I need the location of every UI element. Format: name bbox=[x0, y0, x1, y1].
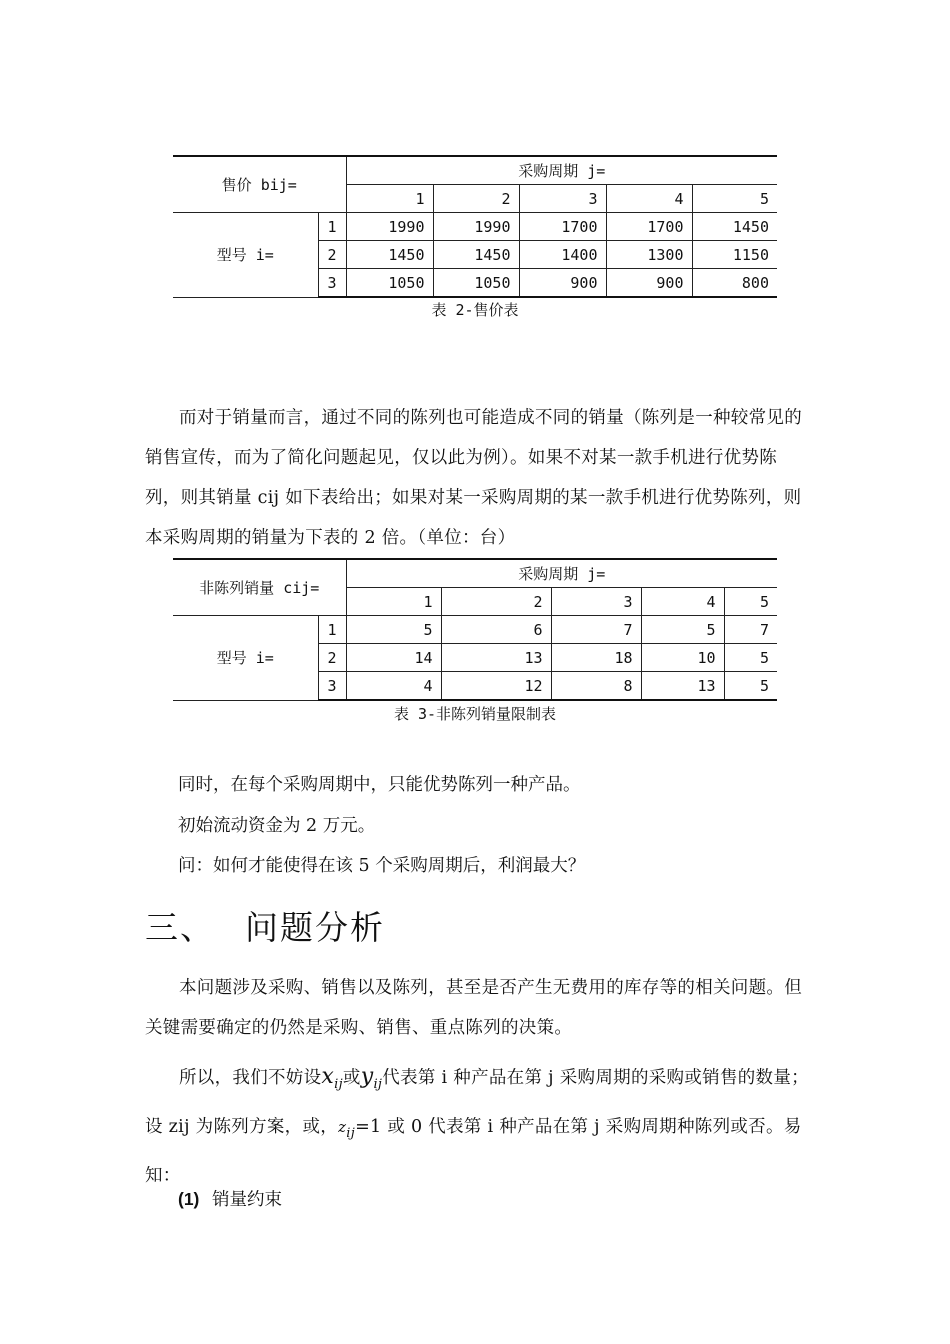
table-caption: 表 2-售价表 bbox=[431, 301, 519, 319]
paragraph-text: 本问题涉及采购、销售以及陈列，甚至是否产生无费用的库存等的相关问题。但关键需要确定的仍然是采购、销售、重点陈列的决策。 bbox=[145, 978, 802, 1038]
table-header-row bbox=[173, 156, 777, 185]
paragraph-text: 所以，我们不妨设 bbox=[179, 1068, 322, 1088]
table-cell: 900 bbox=[519, 269, 606, 298]
model-index: 2 bbox=[318, 644, 346, 672]
variable-subscript: ij bbox=[346, 1126, 356, 1141]
model-label: 型号 i= bbox=[173, 213, 318, 298]
period-number: 5 bbox=[724, 588, 777, 616]
model-label: 型号 i= bbox=[173, 616, 318, 701]
table-cell: 13 bbox=[441, 644, 551, 672]
sales-limit-table bbox=[173, 558, 777, 701]
table-cell: 5 bbox=[346, 616, 441, 644]
table-cell: 800 bbox=[692, 269, 777, 298]
period-number: 1 bbox=[346, 185, 433, 213]
section-number: 三、 bbox=[145, 908, 215, 947]
table-cell: 1050 bbox=[346, 269, 433, 298]
table-cell: 12 bbox=[441, 672, 551, 701]
section-heading bbox=[145, 902, 385, 949]
table-cell: 5 bbox=[724, 644, 777, 672]
variable-x: x bbox=[321, 1064, 335, 1089]
price-table bbox=[173, 155, 777, 298]
model-index: 3 bbox=[318, 672, 346, 701]
table-cell: 13 bbox=[641, 672, 724, 701]
variable-z: z bbox=[338, 1118, 347, 1136]
body-line: 问：如何才能使得在该 5 个采购周期后，利润最大？ bbox=[178, 856, 586, 876]
body-line: 同时，在每个采购周期中，只能优势陈列一种产品。 bbox=[178, 775, 581, 795]
table-corner-label: 售价 bij= bbox=[173, 156, 346, 213]
model-index: 3 bbox=[318, 269, 346, 298]
table-cell: 1050 bbox=[433, 269, 519, 298]
table-cell: 10 bbox=[641, 644, 724, 672]
table-cell: 6 bbox=[441, 616, 551, 644]
variable-subscript: ij bbox=[334, 1077, 343, 1092]
paragraph-text: =1 或 0 代表第 i 种产品在第 j 采购周期种陈列或否。易知： bbox=[145, 1117, 802, 1186]
table-cell: 1450 bbox=[692, 213, 777, 241]
table-cell: 1990 bbox=[433, 213, 519, 241]
period-number: 5 bbox=[692, 185, 777, 213]
list-number: (1) bbox=[178, 1189, 200, 1209]
paragraph-text: 而对于销量而言，通过不同的陈列也可能造成不同的销量（陈列是一种较常见的销售宣传，而为了简化问题起见，仅以此为例）。如果不对某一款手机进行优势陈列，则其销量 cij 如下表给出；如果对某一采购周期的某一款手机进行优势陈列，则本采购周期的销量为下表的 2 倍。（单位：台） bbox=[145, 408, 802, 548]
period-number: 1 bbox=[346, 588, 441, 616]
period-number: 4 bbox=[641, 588, 724, 616]
period-number: 2 bbox=[433, 185, 519, 213]
table-cell: 1450 bbox=[346, 241, 433, 269]
body-paragraph bbox=[145, 968, 810, 1048]
model-index: 2 bbox=[318, 241, 346, 269]
list-text: 销量约束 bbox=[212, 1190, 282, 1210]
table-cell: 4 bbox=[346, 672, 441, 701]
table-corner-label: 非陈列销量 cij= bbox=[173, 559, 346, 616]
period-number: 3 bbox=[519, 185, 606, 213]
table-cell: 1400 bbox=[519, 241, 606, 269]
body-line: 初始流动资金为 2 万元。 bbox=[178, 816, 376, 836]
table-header-row bbox=[173, 559, 777, 588]
table-cell: 1700 bbox=[606, 213, 692, 241]
table-cell: 1300 bbox=[606, 241, 692, 269]
table-caption: 表 3-非陈列销量限制表 bbox=[393, 705, 557, 723]
table-cell: 5 bbox=[641, 616, 724, 644]
model-index: 1 bbox=[318, 616, 346, 644]
table-cell: 18 bbox=[551, 644, 641, 672]
variable-subscript: ij bbox=[373, 1077, 383, 1092]
table-cell: 7 bbox=[724, 616, 777, 644]
variable-y: y bbox=[360, 1064, 374, 1089]
body-paragraph bbox=[145, 1056, 810, 1197]
list-item bbox=[178, 1186, 282, 1211]
body-paragraph bbox=[145, 398, 810, 558]
period-number: 3 bbox=[551, 588, 641, 616]
period-number: 4 bbox=[606, 185, 692, 213]
table-cell: 8 bbox=[551, 672, 641, 701]
paragraph-text: 或 bbox=[342, 1068, 361, 1088]
period-header: 采购周期 j= bbox=[346, 559, 777, 588]
table-cell: 7 bbox=[551, 616, 641, 644]
table-cell: 14 bbox=[346, 644, 441, 672]
table-row bbox=[173, 616, 777, 644]
paragraph-text: 代表第 i 种产品在第 j 采购周期的采购或销售的数量；设 zij 为陈列方案，或， bbox=[145, 1068, 809, 1137]
period-header: 采购周期 j= bbox=[346, 156, 777, 185]
period-number: 2 bbox=[441, 588, 551, 616]
table-cell: 1990 bbox=[346, 213, 433, 241]
table-cell: 900 bbox=[606, 269, 692, 298]
section-title: 问题分析 bbox=[245, 908, 385, 947]
table-row bbox=[173, 213, 777, 241]
table-cell: 5 bbox=[724, 672, 777, 701]
table-cell: 1700 bbox=[519, 213, 606, 241]
table-cell: 1450 bbox=[433, 241, 519, 269]
table-cell: 1150 bbox=[692, 241, 777, 269]
model-index: 1 bbox=[318, 213, 346, 241]
